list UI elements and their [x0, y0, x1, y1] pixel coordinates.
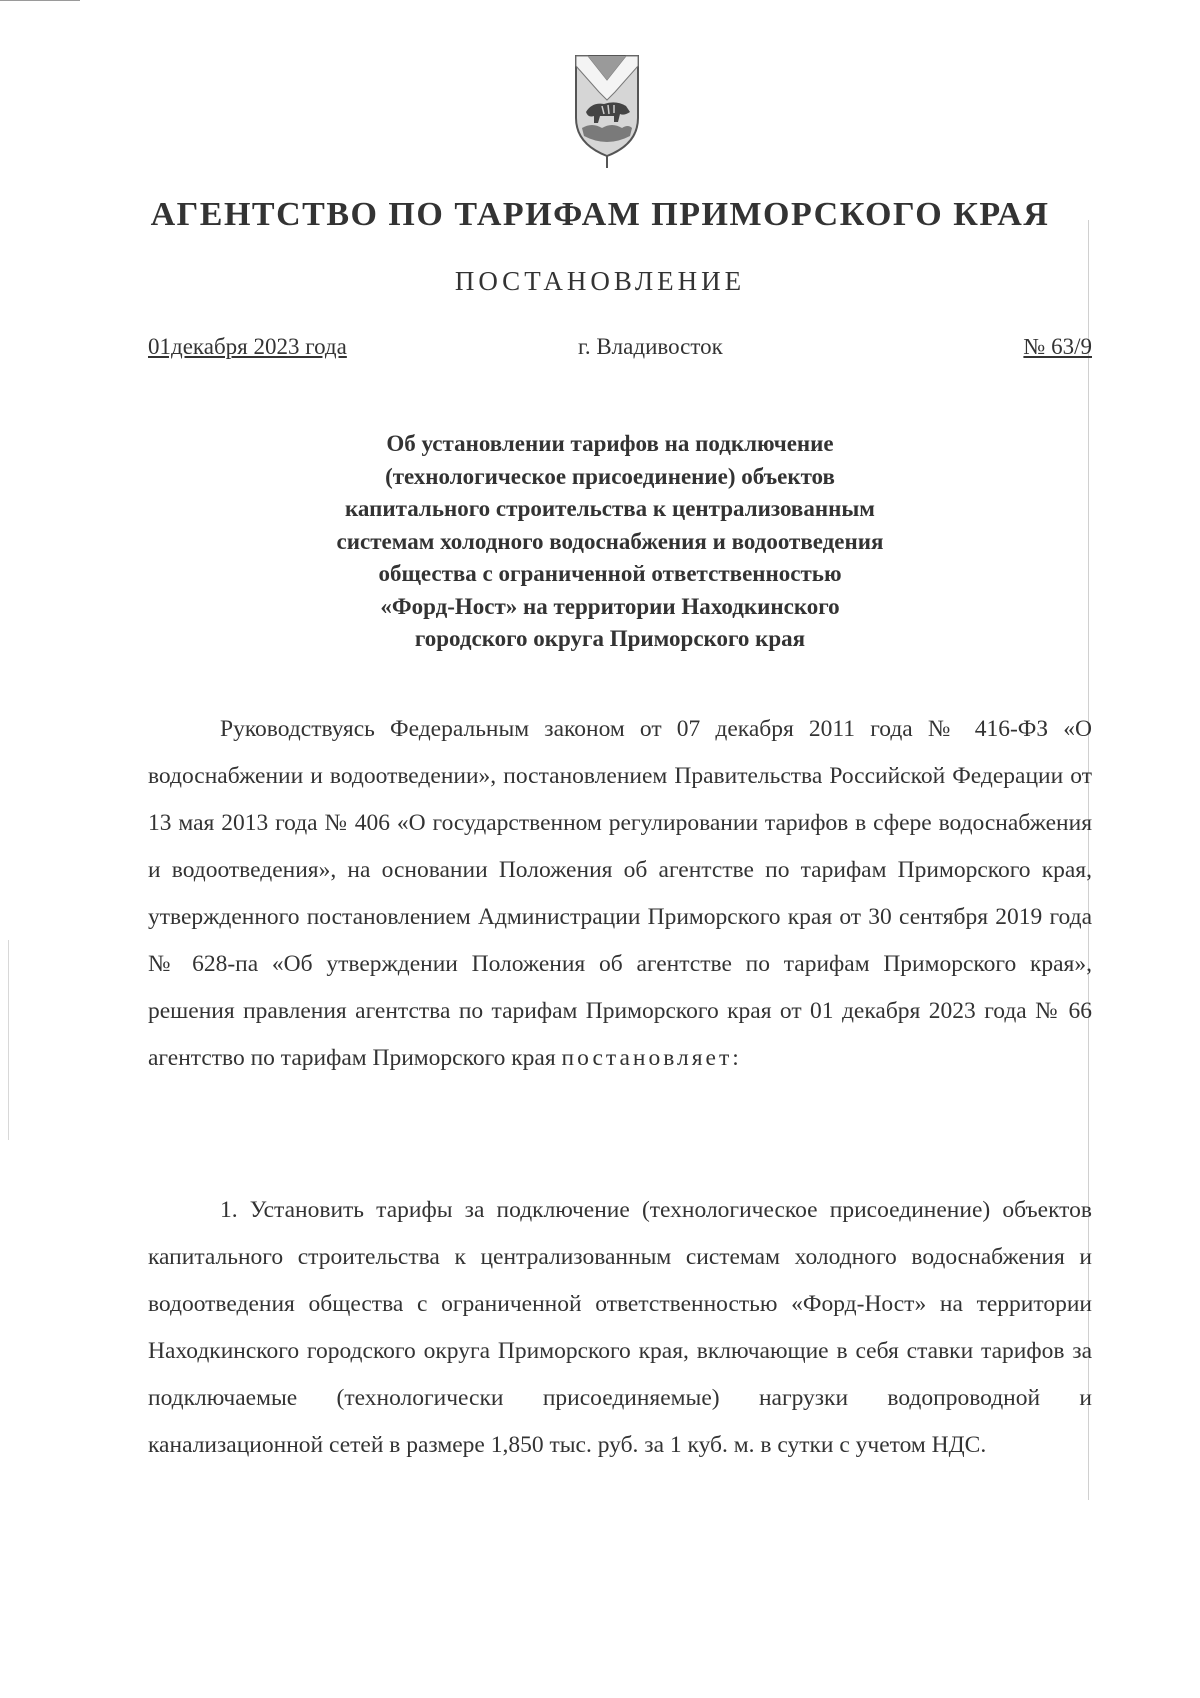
document-type: ПОСТАНОВЛЕНИЕ [454, 266, 746, 296]
document-date: 01декабря 2023 года [148, 334, 347, 359]
subject-line: Об установлении тарифов на подключение [386, 431, 834, 456]
document-city: г. Владивосток [578, 334, 723, 359]
document-number: № 63/9 [1023, 334, 1092, 359]
resolution-verb: постановляет: [561, 1045, 742, 1071]
document-meta-row [148, 334, 1092, 368]
preamble-text: Руководствуясь Федеральным законом от 07 декабря 2011 года № 416-ФЗ «О водоснабжении и водоотведении», постановлением Правительства Российской Федерации от 13 мая 2013 года № 406 «О государственном регулировании тарифов в сфере водоснабжения и водоотведения», на основании Положения об агентстве по тарифам Приморского края, утвержденного постановлением Администрации Приморского края от 30 сентября 2019 года № 628-па «Об утверждении Положения об агентстве по тарифам Приморского края», решения правления агентства по тарифам Приморского края от 01 декабря 2023 года № 66 агентство по тарифам Приморского края [148, 716, 1092, 1071]
subject-line: системам холодного водоснабжения и водоотведения [336, 528, 884, 554]
clause-1-paragraph: 1. Установить тарифы за подключение (технологическое присоединение) объектов капитального строительства к централизованным системам холодного водоснабжения и водоотведения общества с ограниченной ответственностью «Форд-Ност» на территории Находкинского городского округа Приморского края, включающие в себя ставки тарифов за подключаемые (технологически присоединяемые) нагрузки водопроводной и канализационной сетей в размере 1,850 тыс. руб. за 1 куб. м. в сутки с учетом НДС. [148, 1197, 1092, 1458]
subject-line: городского округа Приморского края [414, 626, 806, 651]
subject-line: капитального строительства к централизованным [345, 496, 875, 521]
agency-title: АГЕНТСТВО ПО ТАРИФАМ ПРИМОРСКОГО КРАЯ [150, 196, 1050, 233]
document-subject [270, 428, 950, 656]
subject-line: «Форд-Ност» на территории Находкинского [380, 593, 840, 619]
subject-line: (технологическое присоединение) объектов [385, 463, 835, 489]
subject-line: общества с ограниченной ответственностью [378, 561, 842, 586]
scan-artifact-top [0, 0, 80, 1]
preamble-paragraph [148, 706, 1092, 1082]
coat-of-arms-emblem [572, 52, 642, 170]
scan-artifact-left [8, 940, 9, 1140]
